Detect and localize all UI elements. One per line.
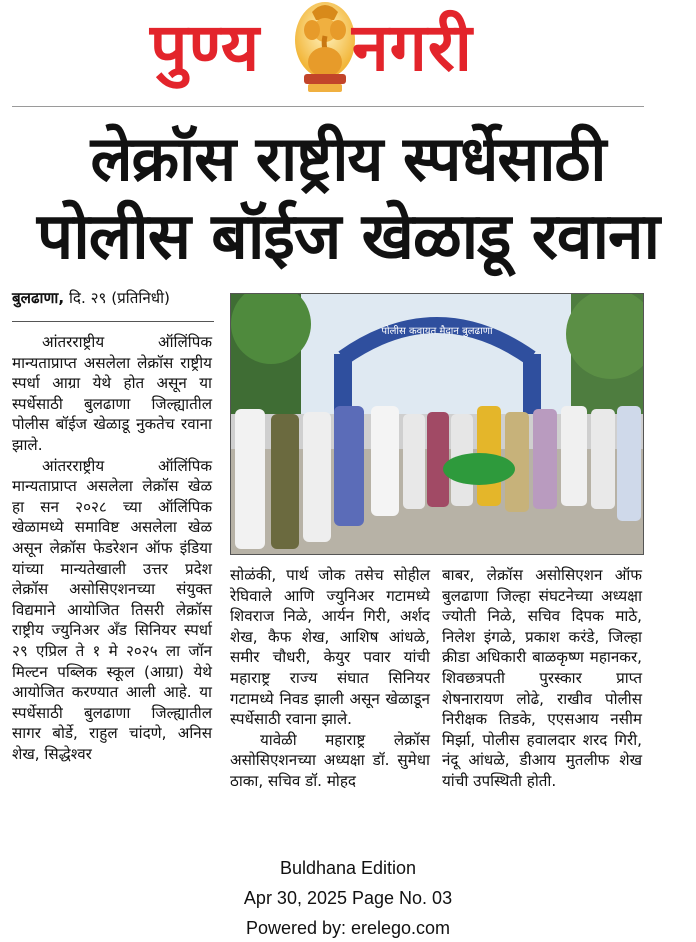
headline-line-2: पोलीस बॉईज खेळाडू रवाना [36, 200, 660, 274]
masthead-title-left: पुण्य [150, 9, 261, 86]
masthead-divider [12, 106, 644, 107]
gate-sign: पोलीस कवायत मैदान बुलढाणा [381, 326, 493, 337]
dateline-rest: दि. २९ (प्रतिनिधी) [64, 289, 170, 307]
dateline-place: बुलढाणा, [12, 289, 65, 307]
group-photo-illustration [231, 294, 643, 554]
paragraph: आंतरराष्ट्रीय ऑलिंपिक मान्यताप्राप्त असलेला लेक्रॉस खेळ हा सन २०२८ च्या ऑलिंपिक खेळामध्ये समाविष्ट असलेला खेळ असून लेक्रॉस फेडरेशन ऑफ इंडिया यांच्या मान्यतेखाली उत्तर प्रदेश लेक्रॉस असोसिएशनच्या संयुक्त विद्यमाने आयोजित तिसरी लेक्रॉस राष्ट्रीय ज्युनिअर अँड सिनियर स्पर्धा २९ एप्रिल ते १ मे २०२५ ला जॉन मिल्टन पब्लिक स्कूल (आग्रा) येथे आयोजित करण्यात आली आहे. या स्पर्धेसाठी बुलढाणा जिल्ह्यातील सागर बोर्डे, राहुल चांदणे, अनिस शेख, सिद्धेश्वर [12, 456, 212, 763]
paragraph: बाबर, लेक्रॉस असोसिएशन ऑफ बुलढाणा जिल्हा संघटनेच्या अध्यक्षा ज्योती निळे, सचिव दिपक माठे, निलेश इंगळे, प्रकाश करंडे, जिल्हा क्रीडा अधिकारी बाळकृष्ण महानकर, शिवछत्रपती पुरस्कार प्राप्त शेषनारायण लोढे, राखीव पोलीस निरीक्षक तिडके, एएसआय नसीम मिर्झा, पोलीस हवालदार शरद गिरी, नंदू आंधळे, डीआय मुतलीफ शेख यांची उपस्थिती होती. [442, 566, 642, 790]
article-column-2 [230, 565, 430, 792]
article-column-1 [12, 332, 212, 764]
news-photo [230, 293, 644, 555]
ganesha-icon [292, 0, 358, 96]
headline-line-1: लेक्रॉस राष्ट्रीय स्पर्धेसाठी [90, 122, 606, 195]
footer-edition: Buldhana Edition [279, 858, 417, 878]
masthead-title-right: नगरी [352, 9, 473, 86]
paragraph: आंतरराष्ट्रीय ऑलिंपिक मान्यताप्राप्त असलेला लेक्रॉस राष्ट्रीय स्पर्धा आग्रा येथे होत असून या स्पर्धेसाठी बुलढाणा जिल्ह्यातील पोलीस बॉईज खेळाडू नुकतेच रवाना झाले. [12, 333, 212, 454]
dateline-divider [12, 321, 214, 322]
paragraph: यावेळी महाराष्ट्र लेक्रॉस असोसिएशनच्या अध्यक्षा डॉ. सुमेधा ठाका, सचिव डॉ. मोहद [230, 730, 430, 790]
dateline [12, 288, 222, 308]
masthead [0, 0, 696, 106]
paragraph: सोळंकी, पार्थ जोक तसेच सोहील रेघिवाले आणि ज्युनिअर गटामध्ये शिवराज निळे, आर्यन गिरी, अर्शद शेख, कैफ शेख, आशिष आंधळे, समीर चौधरी, केयुर पवार यांची महाराष्ट्र राज्य संघात सिनियर गटामध्ये निवड झाली असून खेळाडून स्पर्धेसाठी रवाना झाले. [230, 566, 430, 729]
footer-date-page: Apr 30, 2025 Page No. 03 [243, 888, 453, 908]
footer-powered-by: Powered by: erelego.com [245, 918, 451, 938]
article-column-3 [442, 565, 642, 792]
